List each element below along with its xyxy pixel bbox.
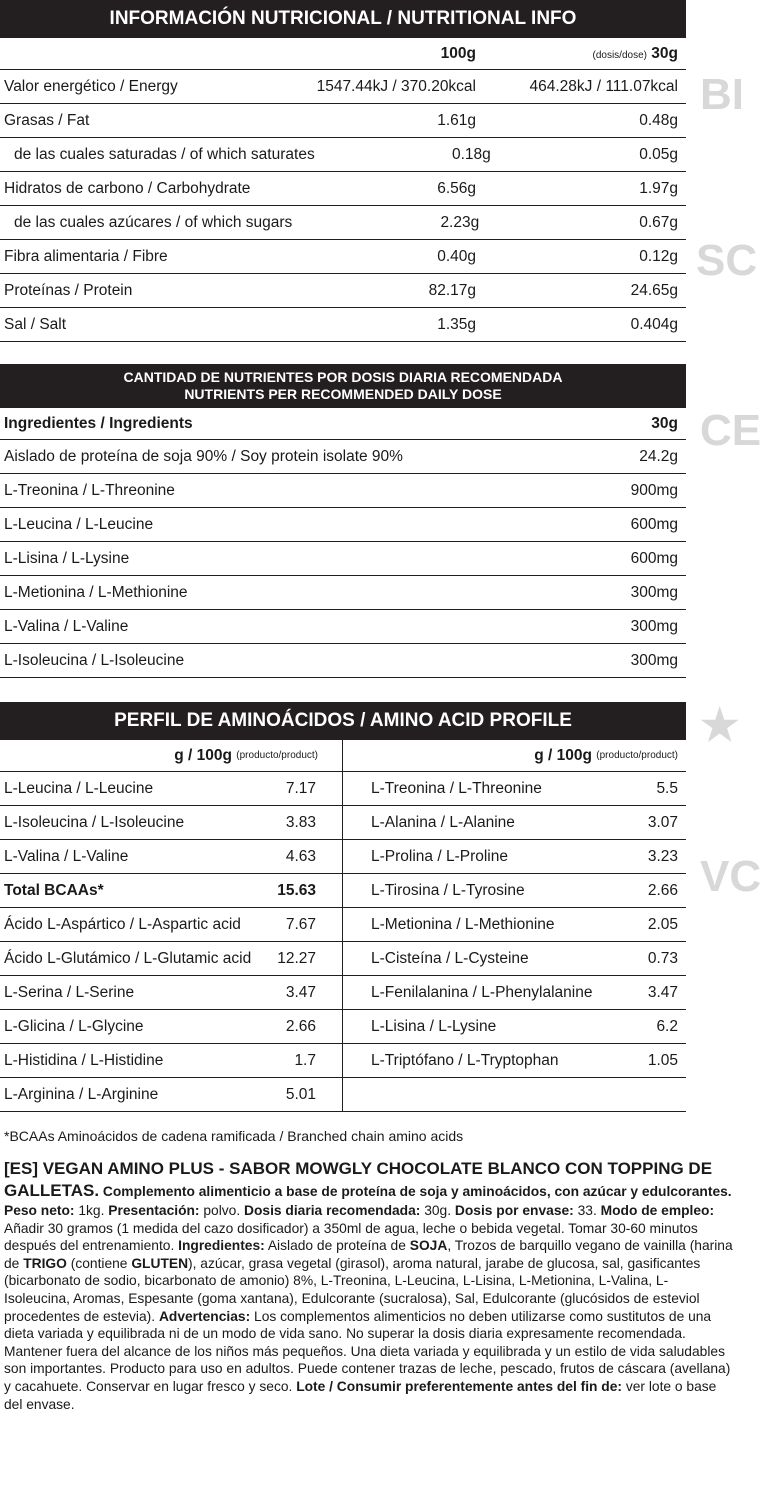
amino-row — [0, 772, 342, 806]
dose-row — [0, 576, 686, 610]
nutrient-value-100g: 82.17g — [428, 281, 476, 299]
description-segment: Presentación: — [108, 1203, 200, 1218]
amino-row — [343, 874, 686, 908]
nutrition-row — [0, 172, 686, 206]
nutrient-label: Hidratos de carbono / Carbohydrate — [4, 179, 251, 197]
amino-row — [0, 942, 342, 976]
amino-name: L-Tirosina / L-Tyrosine — [371, 881, 525, 899]
amino-column-left — [0, 740, 343, 1112]
amino-name: L-Histidina / L-Histidine — [4, 1051, 164, 1069]
nutrient-value-100g: 1547.44kJ / 370.20kcal — [316, 77, 476, 95]
amino-name: L-Serina / L-Serine — [4, 983, 135, 1001]
description-segment: Aislado de proteína de — [264, 1238, 410, 1254]
nutrient-value-100g: 1.35g — [437, 315, 476, 333]
amino-value: 3.83 — [285, 813, 316, 831]
description-segment: Dosis por envase: — [454, 1203, 574, 1218]
amino-value: 1.7 — [294, 1051, 316, 1069]
amino-name: L-Treonina / L-Threonine — [371, 779, 542, 797]
ingredient-label: L-Metionina / L-Methionine — [4, 583, 188, 601]
nutrient-value-dose: 464.28kJ / 111.07kcal — [529, 77, 678, 95]
description-segment: ver lote o base del envase. — [4, 1378, 717, 1412]
amino-name: L-Lisina / L-Lysine — [371, 1017, 497, 1035]
description-segment: GLUTEN — [131, 1255, 189, 1271]
amino-unit: g / 100g — [174, 746, 232, 764]
amino-name: Ácido L-Aspártico / L-Aspartic acid — [4, 915, 241, 933]
amino-value: 6.2 — [656, 1017, 678, 1035]
amino-name: L-Valina / L-Valine — [4, 847, 129, 865]
amino-value: 15.63 — [277, 881, 316, 899]
ingredient-amount: 600mg — [630, 515, 678, 533]
amino-value: 2.05 — [647, 915, 678, 933]
amino-row — [343, 1044, 686, 1078]
nutrition-row — [0, 240, 686, 274]
nutrient-value-100g: 6.56g — [437, 179, 476, 197]
description-segment: Complemento alimenticio a base de proteína de soja y aminoácidos, con azúcar y edulcorantes. Peso neto: — [4, 1184, 732, 1218]
amino-name: Total BCAAs* — [4, 881, 104, 899]
ingredient-label: L-Treonina / L-Threonine — [4, 481, 175, 499]
col-100g: 100g — [440, 44, 476, 62]
daily-dose-title-line1: CANTIDAD DE NUTRIENTES POR DOSIS DIARIA RECOMENDADA — [123, 369, 563, 385]
dose-header: 30g — [651, 414, 678, 432]
product-description — [4, 1158, 733, 1413]
amino-row — [343, 1078, 686, 1112]
ingredient-amount: 600mg — [630, 549, 678, 567]
amino-unit-suffix: (producto/product) — [236, 750, 318, 761]
description-segment: Dosis diaria recomendada: — [244, 1203, 421, 1218]
amino-row — [343, 806, 686, 840]
amino-value: 3.47 — [285, 983, 316, 1001]
description-segment: Ingredientes: — [178, 1238, 265, 1254]
amino-row — [343, 976, 686, 1010]
description-segment: TRIGO — [23, 1255, 67, 1271]
amino-header-left — [0, 740, 342, 772]
amino-value: 2.66 — [647, 881, 678, 899]
amino-row — [343, 772, 686, 806]
amino-row — [0, 1078, 342, 1112]
amino-name: L-Alanina / L-Alanine — [371, 813, 515, 831]
nutrition-row — [0, 70, 686, 104]
amino-row — [0, 874, 342, 908]
amino-header-right — [343, 740, 686, 772]
amino-value: 3.07 — [647, 813, 678, 831]
ingredient-label: L-Leucina / L-Leucine — [4, 515, 154, 533]
description-body — [4, 1184, 733, 1412]
amino-value: 0.73 — [647, 949, 678, 967]
amino-name: L-Cisteína / L-Cysteine — [371, 949, 529, 967]
dose-amount: 30g — [651, 44, 678, 62]
ingredients-header: Ingredientes / Ingredients — [4, 414, 193, 432]
product-title: [ES] VEGAN AMINO PLUS - SABOR MOWGLY CHOCOLATE BLANCO CON TOPPING DE GALLETAS. — [4, 1159, 713, 1200]
nutrition-row — [0, 274, 686, 308]
description-segment: Lote / Consumir preferentemente antes del fin de: — [296, 1378, 623, 1394]
ingredient-amount: 900mg — [630, 481, 678, 499]
amino-name: L-Prolina / L-Proline — [371, 847, 508, 865]
amino-value: 3.23 — [647, 847, 678, 865]
description-segment: ), azúcar, grasa vegetal (girasol), aroma natural, jarabe de glucosa, sal, gasificantes (bicarbonato de sodio, bicarbonato de amonio) 8%, L-Treonina, L-Leucina, L-Lisina, L-Metionina, L-Valina, L-Isoleucina, Aromas, Espesante (goma xantana), Edulcorante (sucralosa), Sal, Edulcorante (glucósidos de esteviol procedentes de estevia). — [4, 1255, 701, 1324]
description-segment: (contiene — [66, 1255, 132, 1271]
nutrient-value-100g: 1.61g — [437, 111, 476, 129]
nutrient-label: Fibra alimentaria / Fibre — [4, 247, 168, 265]
ingredient-label: L-Isoleucina / L-Isoleucine — [4, 651, 185, 669]
description-segment: SOJA — [409, 1238, 448, 1254]
background-fragment: ★ — [700, 701, 740, 750]
amino-row — [343, 1010, 686, 1044]
amino-value: 3.47 — [647, 983, 678, 1001]
amino-row — [0, 1010, 342, 1044]
nutrient-value-100g: 0.40g — [437, 247, 476, 265]
amino-value: 2.66 — [285, 1017, 316, 1035]
nutrient-label: Sal / Salt — [4, 315, 67, 333]
nutrition-row — [0, 138, 686, 172]
col-dose — [476, 45, 686, 63]
amino-row — [343, 840, 686, 874]
amino-row — [0, 806, 342, 840]
nutrient-label: Proteínas / Protein — [4, 281, 133, 299]
ingredient-label: L-Lisina / L-Lysine — [4, 549, 130, 567]
amino-value: 1.05 — [647, 1051, 678, 1069]
nutrient-label: Grasas / Fat — [4, 111, 90, 129]
amino-row — [0, 840, 342, 874]
amino-row — [343, 942, 686, 976]
dose-row — [0, 440, 686, 474]
amino-value: 7.17 — [285, 779, 316, 797]
ingredient-amount: 300mg — [630, 583, 678, 601]
description-segment: Advertencias: — [158, 1308, 251, 1324]
nutrient-value-dose: 0.12g — [639, 247, 678, 265]
background-fragment: CE — [700, 406, 761, 455]
amino-unit: g / 100g — [534, 746, 592, 764]
description-segment: Modo de empleo: — [600, 1203, 715, 1218]
amino-unit-suffix: (producto/product) — [596, 750, 678, 761]
amino-row — [343, 908, 686, 942]
amino-row — [0, 1044, 342, 1078]
background-fragment: SC — [696, 236, 758, 285]
amino-profile-title: PERFIL DE AMINOÁCIDOS / AMINO ACID PROFILE — [0, 702, 686, 740]
amino-name: L-Isoleucina / L-Isoleucine — [4, 813, 185, 831]
amino-column-right — [343, 740, 686, 1112]
daily-dose-header-row — [0, 408, 686, 440]
nutrient-label: de las cuales azúcares / of which sugars — [14, 213, 293, 231]
dose-row — [0, 474, 686, 508]
amino-name: Ácido L-Glutámico / L-Glutamic acid — [4, 949, 252, 967]
amino-name: L-Leucina / L-Leucine — [4, 779, 154, 797]
nutrient-value-dose: 24.65g — [630, 281, 678, 299]
nutrient-value-dose: 0.67g — [639, 213, 678, 231]
nutrition-header-row — [0, 38, 686, 70]
amino-name: L-Fenilalanina / L-Phenylalanine — [371, 983, 593, 1001]
amino-value: 5.01 — [285, 1085, 316, 1103]
ingredient-label: L-Valina / L-Valine — [4, 617, 129, 635]
amino-name: L-Triptófano / L-Tryptophan — [371, 1051, 559, 1069]
amino-name: L-Metionina / L-Methionine — [371, 915, 555, 933]
description-segment: Añadir 30 gramos (1 medida del cazo dosificador) a 350ml de agua, leche o bebida vegetal. Tomar 30-60 minutos después del entrenamiento. — [4, 1220, 698, 1254]
nutrient-value-dose: 1.97g — [639, 179, 678, 197]
description-segment: Los complementos alimenticios no deben utilizarse como sustitutos de una dieta variada y equilibrada ni de un modo de vida sano. No superar la dosis diaria expresamente recomendada. Mantener fuera del alcance de los niños más pequeños. Una dieta variada y equilibrada y un estilo de vida saludables son importantes. Producto para uso en adultos. Puede contener trazas de leche, pescado, frutos de cáscara (avellana) y cacahuete. Conservar en lugar fresco y seco. — [4, 1308, 731, 1394]
nutrient-label: de las cuales saturadas / of which saturates — [14, 145, 315, 163]
amino-row — [0, 976, 342, 1010]
dose-row — [0, 542, 686, 576]
nutrition-row — [0, 104, 686, 138]
daily-dose-table — [0, 364, 686, 678]
description-segment: polvo. — [199, 1203, 245, 1218]
ingredient-label: Aislado de proteína de soja 90% / Soy protein isolate 90% — [4, 447, 403, 465]
nutrient-value-dose: 0.05g — [639, 145, 678, 163]
amino-value: 5.5 — [656, 779, 678, 797]
bcaa-footnote: *BCAAs Aminoácidos de cadena ramificada / Branched chain amino acids — [4, 1128, 464, 1144]
description-segment: 30g. — [420, 1203, 455, 1218]
dose-prefix: (dosis/dose) — [592, 49, 647, 61]
daily-dose-title-line2: NUTRIENTS PER RECOMMENDED DAILY DOSE — [184, 386, 502, 402]
ingredient-amount: 24.2g — [639, 447, 678, 465]
background-fragment: VC — [700, 852, 761, 901]
description-segment: 33. — [573, 1203, 601, 1218]
amino-value: 4.63 — [285, 847, 316, 865]
nutrient-value-100g: 2.23g — [440, 213, 480, 231]
nutrition-title: INFORMACIÓN NUTRICIONAL / NUTRITIONAL INFO — [0, 0, 686, 38]
nutrient-label: Valor energético / Energy — [4, 77, 178, 95]
description-segment: 1kg. — [74, 1203, 109, 1218]
ingredient-amount: 300mg — [630, 651, 678, 669]
dose-row — [0, 644, 686, 678]
nutrient-value-100g: 0.18g — [452, 145, 491, 163]
daily-dose-title — [0, 364, 686, 408]
nutrition-row — [0, 206, 686, 240]
amino-name: L-Arginina / L-Arginine — [4, 1085, 159, 1103]
nutrient-value-dose: 0.404g — [630, 315, 678, 333]
nutrition-table — [0, 0, 686, 342]
nutrient-value-dose: 0.48g — [639, 111, 678, 129]
dose-row — [0, 610, 686, 644]
description-segment: , Trozos de barquillo vegano de vainilla (harina de — [4, 1238, 733, 1271]
amino-profile-table — [0, 702, 686, 1112]
amino-value: 7.67 — [285, 915, 316, 933]
amino-row — [0, 908, 342, 942]
background-fragment: BI — [700, 70, 744, 119]
dose-row — [0, 508, 686, 542]
nutrition-row — [0, 308, 686, 342]
amino-name: L-Glicina / L-Glycine — [4, 1017, 144, 1035]
amino-value: 12.27 — [277, 949, 316, 967]
ingredient-amount: 300mg — [630, 617, 678, 635]
